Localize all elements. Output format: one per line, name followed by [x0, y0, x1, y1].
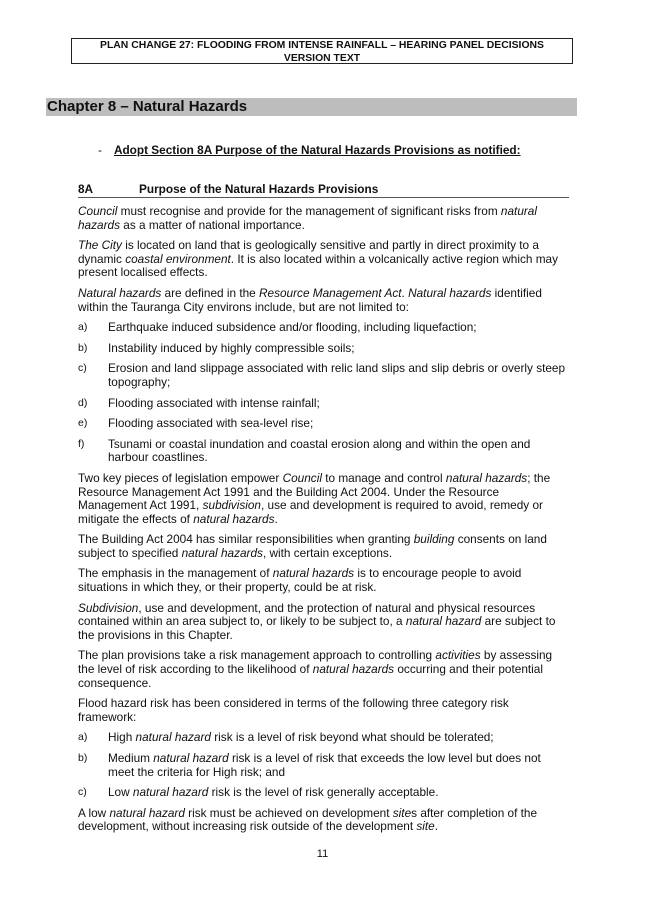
- list-text: Flooding associated with sea-level rise;: [108, 416, 314, 431]
- text: are subject to the provisions in this Chapter.: [78, 614, 556, 642]
- list-text: Instability induced by highly compressible soils;: [108, 340, 355, 355]
- section-number: 8A: [78, 182, 94, 196]
- term: site: [416, 819, 435, 834]
- term: The City: [78, 238, 122, 253]
- term: natural hazards: [445, 470, 528, 485]
- list-item: [78, 752, 570, 779]
- term: building: [413, 532, 455, 547]
- paragraph-6: [78, 567, 570, 594]
- list-item: [78, 417, 570, 431]
- list-item: [78, 342, 570, 356]
- list-letter: b): [78, 752, 88, 764]
- paragraph-1: [78, 205, 570, 232]
- text: consents on land subject to specified: [78, 532, 547, 560]
- list-letter: c): [78, 786, 87, 799]
- text: Two key pieces of legislation empower: [78, 470, 283, 485]
- adopt-instruction: [98, 143, 521, 157]
- adopt-dash: -: [98, 143, 102, 157]
- page-number: 11: [316, 848, 329, 860]
- list-item: [78, 321, 570, 335]
- text: risk must be achieved on development: [184, 805, 393, 820]
- term: natural hazard: [132, 785, 209, 800]
- text: The Building Act 2004 has similar responsibilities when granting: [78, 532, 414, 547]
- text: The emphasis in the management of: [78, 566, 273, 581]
- list-letter: e): [78, 417, 88, 430]
- text: A low: [78, 805, 110, 820]
- term: subdivision: [202, 498, 261, 513]
- list-letter: d): [78, 396, 88, 409]
- text: .: [274, 511, 278, 526]
- paragraph-2: [78, 239, 570, 280]
- text: risk is the level of risk generally acceptable.: [208, 785, 439, 800]
- text: to manage and control: [321, 470, 446, 485]
- text: High: [108, 730, 136, 745]
- text: Low: [108, 785, 133, 800]
- list-text: [108, 731, 570, 745]
- term: activities: [435, 648, 481, 663]
- text: identified within the Tauranga City environs include, but are not limited to:: [78, 285, 542, 314]
- term: Natural hazards: [78, 285, 162, 300]
- term: Natural hazards: [408, 285, 492, 300]
- document-body: [78, 205, 570, 841]
- term: Council: [78, 204, 118, 218]
- text: s after completion of the development, without increasing risk outside of the development: [78, 805, 538, 834]
- section-heading: [78, 182, 569, 198]
- list-item: [78, 362, 570, 389]
- term: site: [392, 805, 412, 820]
- term: natural hazard: [135, 730, 211, 745]
- term: natural hazards: [193, 511, 275, 526]
- text: .: [401, 285, 409, 300]
- list-text: Tsunami or coastal inundation and coastal erosion along and within the open and harbour coastlines.: [108, 436, 531, 465]
- text: as a matter of national importance.: [119, 217, 305, 232]
- text: is located on land that is geologically sensitive and partly in direct proximity to a dynamic: [78, 238, 539, 266]
- text: , with certain exceptions.: [262, 545, 393, 560]
- list-text: [108, 786, 570, 800]
- adopt-text: Adopt Section 8A Purpose of the Natural Hazards Provisions as notified:: [113, 143, 521, 157]
- document-header: [71, 38, 573, 64]
- list-item: [78, 786, 570, 800]
- term: natural hazard: [109, 805, 185, 820]
- term: natural hazard: [405, 614, 482, 629]
- list-letter: a): [78, 321, 88, 334]
- text: occurring and their potential consequence.: [78, 662, 543, 690]
- header-line-1: PLAN CHANGE 27: FLOODING FROM INTENSE RAINFALL – HEARING PANEL DECISIONS: [100, 40, 544, 51]
- list-item: [78, 731, 570, 745]
- chapter-title: Chapter 8 – Natural Hazards: [46, 98, 577, 116]
- text: , use and development is required to avoid, remedy or mitigate the effects of: [78, 498, 543, 526]
- text: Medium: [108, 751, 154, 765]
- text: by assessing the level of risk according to the likelihood of: [78, 648, 553, 677]
- text: The plan provisions take a risk management approach to controlling: [78, 648, 436, 663]
- text: .: [434, 819, 439, 834]
- text: risk is a level of risk that exceeds the low level but does not meet the criteria for High risk; and: [108, 751, 541, 779]
- text: . It is also located within a volcanically active region which may present localised effects.: [78, 251, 558, 280]
- term: Subdivision: [78, 600, 139, 615]
- paragraph-4: [78, 472, 570, 526]
- paragraph-7: [78, 602, 570, 643]
- text: ; the Resource Management Act 1991 and the Building Act 2004. Under the Resource Management Act 1991,: [78, 470, 551, 513]
- list-text: Flooding associated with intense rainfall;: [108, 395, 320, 410]
- term: natural hazards: [78, 204, 537, 232]
- paragraph-8: [78, 649, 570, 690]
- list-text: Earthquake induced subsidence and/or flooding, including liquefaction;: [108, 320, 477, 335]
- list-letter: c): [78, 362, 87, 375]
- term: natural hazards: [181, 545, 263, 560]
- list-letter: b): [78, 341, 88, 354]
- list-item: [78, 438, 570, 465]
- term: Council: [282, 470, 322, 485]
- text: is to encourage people to avoid situations in which they, or their property, could be at risk.: [78, 566, 522, 595]
- header-line-2: VERSION TEXT: [283, 52, 361, 64]
- paragraph-9: Flood hazard risk has been considered in terms of the following three category risk framework:: [78, 696, 509, 724]
- term: natural hazards: [312, 662, 395, 677]
- list-item: [78, 397, 570, 411]
- paragraph-10: [78, 807, 570, 834]
- paragraph-5: [78, 533, 570, 560]
- text: , use and development, and the protection of natural and physical resources contained within an area subject to, or likely to be subject to, a: [78, 600, 536, 629]
- list-letter: a): [78, 731, 88, 744]
- text: risk is a level of risk beyond what should be tolerated;: [210, 730, 494, 745]
- term: natural hazards: [272, 566, 355, 581]
- section-title: Purpose of the Natural Hazards Provisions: [139, 182, 379, 196]
- term: Resource Management Act: [259, 285, 402, 300]
- paragraph-3: [78, 287, 570, 314]
- list-letter: f): [78, 437, 85, 450]
- list-text: [108, 752, 570, 779]
- term: natural hazard: [153, 751, 229, 765]
- term: coastal environment: [125, 251, 231, 266]
- list-text: Erosion and land slippage associated with relic land slips and slip debris or overly steep topography;: [108, 361, 566, 389]
- text: are defined in the: [161, 285, 260, 300]
- text: must recognise and provide for the management of significant risks from: [117, 204, 501, 218]
